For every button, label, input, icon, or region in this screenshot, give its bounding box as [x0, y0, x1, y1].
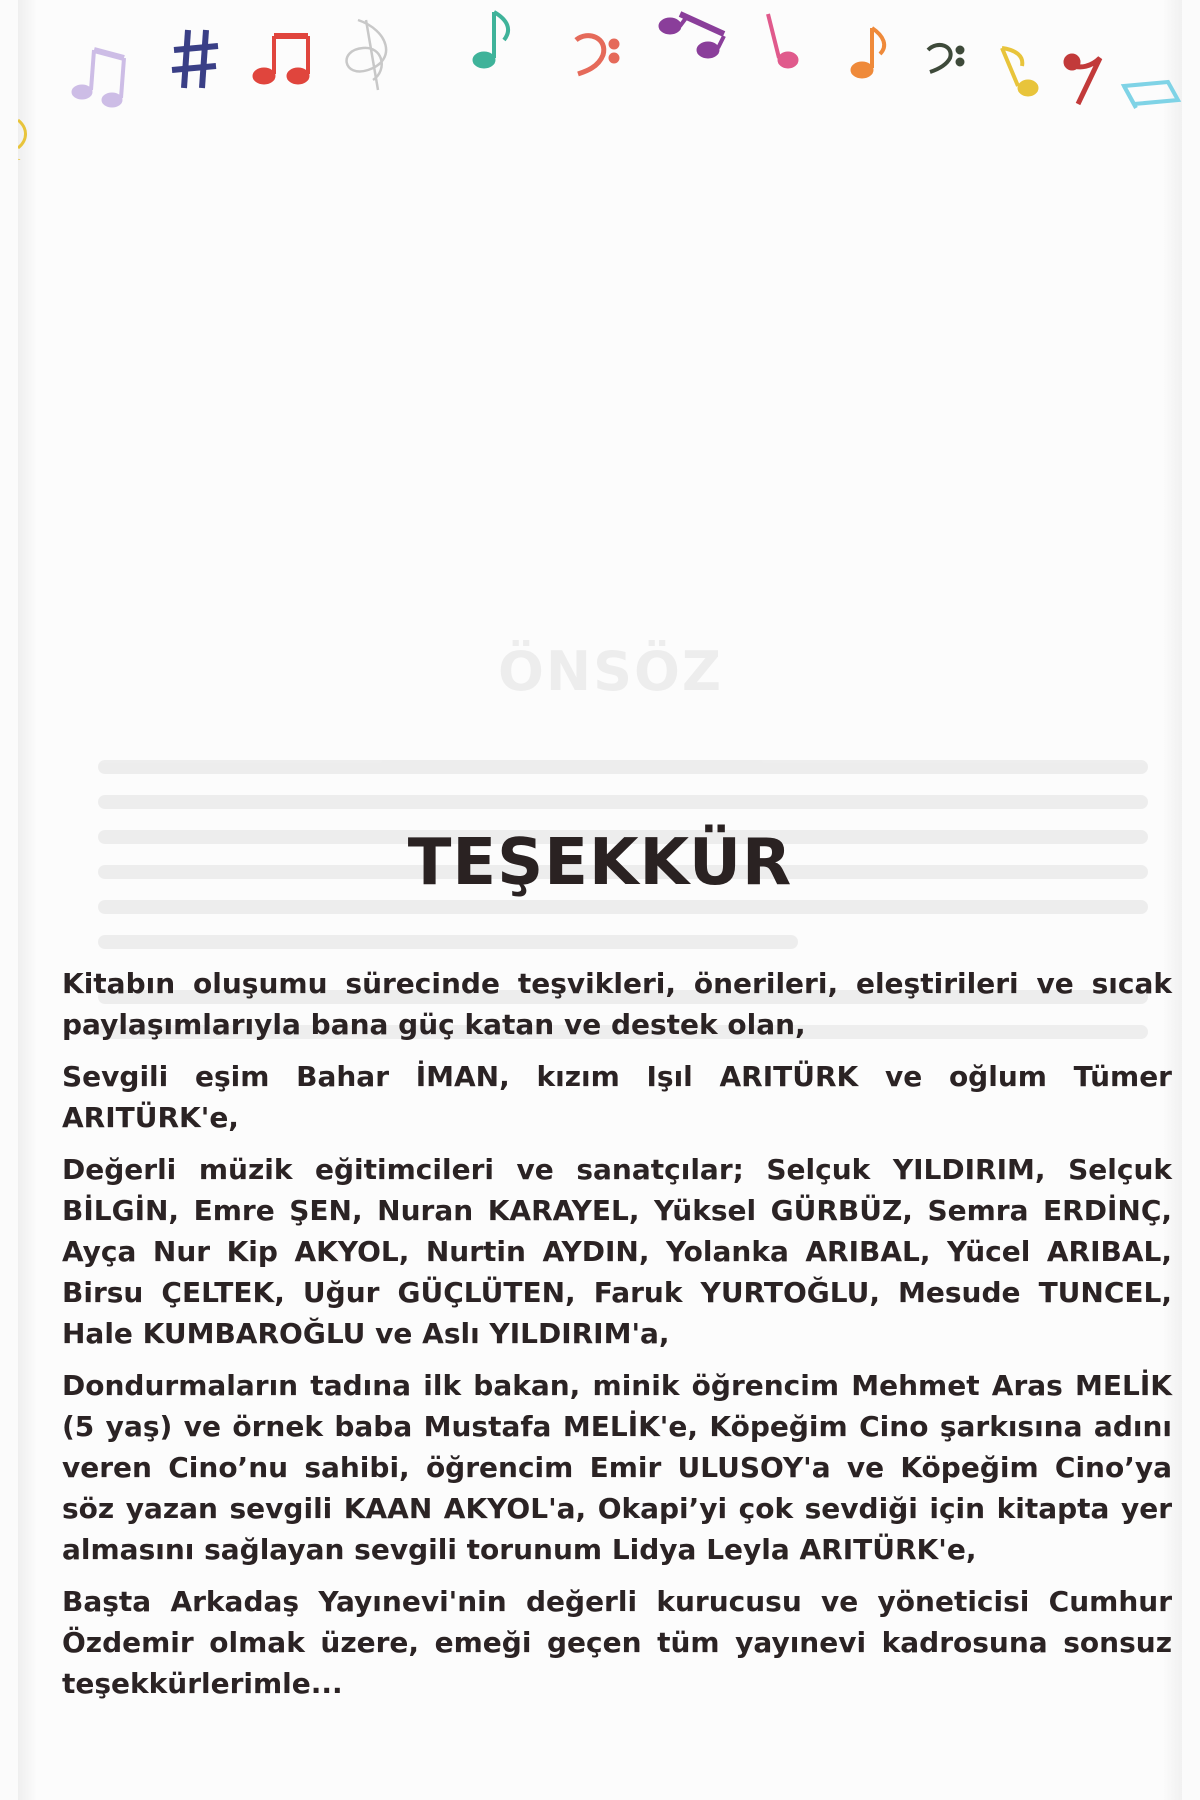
- paragraph: Dondurmaların tadına ilk bakan, minik öğrencim Mehmet Aras MELİK (5 yaş) ve örnek baba Mustafa MELİK'e, Köpeğim Cino şarkısına adını veren Cino’nu sahibi, öğrencim Emir ULUSOY'a ve Köpeğim Cino’ya söz yazan sevgili KAAN AKYOL'a, Okapi’yi çok sevdiği için kitapta yer almasını sağlayan sevgili torunum Lidya Leyla ARITÜRK'e,: [62, 1369, 1172, 1566]
- eighth-note-icon: [1002, 48, 1038, 96]
- paragraph: Kitabın oluşumu sürecinde teşvikleri, önerileri, eleştirileri ve sıcak paylaşımlarıyla bana güç katan ve destek olan,: [62, 967, 1172, 1041]
- beamed-notes-icon: [253, 36, 309, 84]
- book-page: [18, 0, 1182, 1800]
- page-title: TEŞEKKÜR: [407, 826, 793, 900]
- beamed-notes-icon: [1124, 82, 1178, 108]
- treble-clef-icon: [347, 20, 387, 90]
- eighth-note-icon: [473, 12, 508, 68]
- eighth-note-icon: [18, 120, 26, 160]
- eighth-notes-icon: [72, 50, 124, 107]
- rest-icon: [1066, 56, 1100, 104]
- page-edge-left: [18, 0, 36, 1800]
- bass-clef-icon: [928, 45, 963, 72]
- acknowledgements-body: [62, 963, 1172, 1715]
- beamed-notes-icon: [659, 14, 724, 58]
- sharp-icon: [172, 30, 218, 88]
- eighth-note-icon: [851, 28, 884, 78]
- music-notes-border: [18, 0, 1182, 160]
- bass-clef-icon: [576, 36, 617, 74]
- quarter-note-icon: [768, 14, 798, 68]
- paragraph: Değerli müzik eğitimcileri ve sanatçılar; Selçuk YILDIRIM, Selçuk BİLGİN, Emre ŞEN, Nuran KARAYEL, Yüksel GÜRBÜZ, Semra ERDİNÇ, Ayça Nur Kip AKYOL, Nurtin AYDIN, Yolanka ARIBAL, Yücel ARIBAL, Birsu ÇELTEK, Uğur GÜÇLÜTEN, Faruk YURTOĞLU, Mesude TUNCEL, Hale KUMBAROĞLU ve Aslı YILDIRIM'a,: [62, 1153, 1172, 1350]
- paragraph: Sevgili eşim Bahar İMAN, kızım Işıl ARITÜRK ve oğlum Tümer ARITÜRK'e,: [62, 1060, 1172, 1134]
- ghost-heading: ÖNSÖZ: [498, 640, 724, 703]
- paragraph: Başta Arkadaş Yayınevi'nin değerli kurucusu ve yöneticisi Cumhur Özdemir olmak üzere, emeği geçen tüm yayınevi kadrosuna sonsuz teşekkürlerimle...: [62, 1585, 1172, 1700]
